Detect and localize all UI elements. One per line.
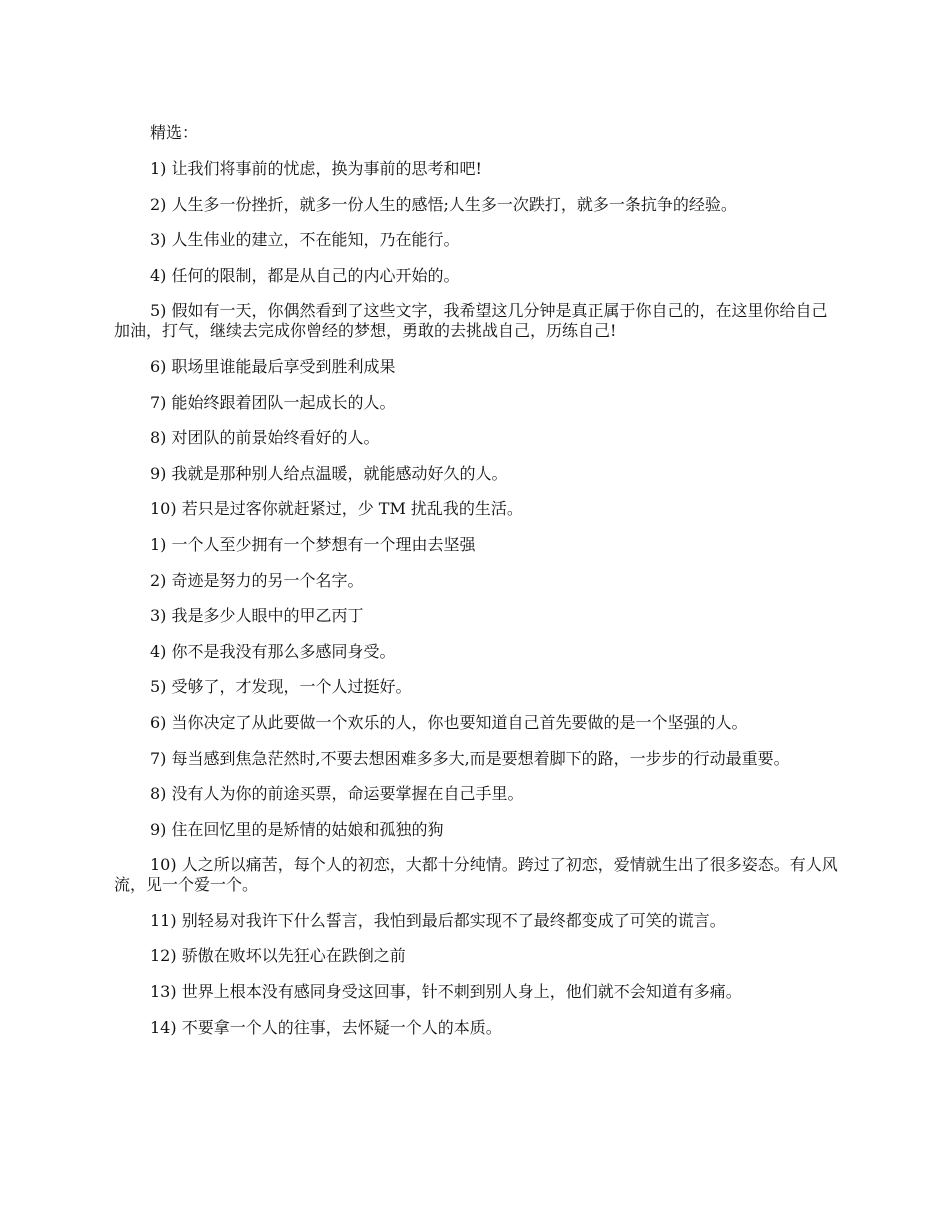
quote-paragraph-13: 3) 我是多少人眼中的甲乙丙丁 — [150, 606, 364, 626]
quote-paragraph-3: 3) 人生伟业的建立，不在能知，乃在能行。 — [150, 230, 460, 250]
quote-paragraph-4: 4) 任何的限制，都是从自己的内心开始的。 — [150, 265, 460, 285]
quote-paragraph-18: 8) 没有人为你的前途买票，命运要掌握在自己手里。 — [150, 784, 524, 804]
quote-paragraph-24: 14) 不要拿一个人的往事，去怀疑一个人的本质。 — [150, 1017, 502, 1037]
quote-paragraph-15: 5) 受够了，才发现，一个人过挺好。 — [150, 677, 412, 697]
quote-paragraph-22: 12) 骄傲在败坏以先狂心在跌倒之前 — [150, 946, 406, 966]
quote-paragraph-5: 5) 假如有一天，你偶然看到了这些文字，我希望这几分钟是真正属于你自己的，在这里你给自己加油，打气，继续去完成你曾经的梦想，勇敢的去挑战自己，历练自己! — [114, 301, 828, 341]
quote-paragraph-2: 2) 人生多一份挫折，就多一份人生的感悟;人生多一次跌打，就多一条抗争的经验。 — [150, 194, 737, 214]
quote-paragraph-8: 8) 对团队的前景始终看好的人。 — [150, 428, 380, 448]
quote-paragraph-21: 11) 别轻易对我许下什么誓言，我怕到最后都实现不了最终都变成了可笑的谎言。 — [150, 910, 726, 930]
quote-paragraph-14: 4) 你不是我没有那么多感同身受。 — [150, 641, 396, 661]
quote-paragraph-17: 7) 每当感到焦急茫然时,不要去想困难多多大,而是要想着脚下的路，一步步的行动最重要。 — [150, 748, 790, 768]
quote-paragraph-7: 7) 能始终跟着团队一起成长的人。 — [150, 392, 396, 412]
quote-paragraph-10: 10) 若只是过客你就赶紧过，少 TM 扰乱我的生活。 — [150, 499, 523, 519]
document-body — [114, 123, 838, 1053]
quote-paragraph-23: 13) 世界上根本没有感同身受这回事，针不刺到别人身上，他们就不会知道有多痛。 — [150, 982, 742, 1002]
section-heading: 精选： — [150, 123, 199, 142]
quote-paragraph-1: 1) 让我们将事前的忧虑，换为事前的思考和吧! — [150, 159, 482, 178]
quote-paragraph-9: 9) 我就是那种别人给点温暖，就能感动好久的人。 — [150, 463, 508, 483]
quote-paragraph-12: 2) 奇迹是努力的另一个名字。 — [150, 570, 364, 590]
quote-paragraph-6: 6) 职场里谁能最后享受到胜利成果 — [150, 356, 396, 376]
quote-paragraph-11: 1) 一个人至少拥有一个梦想有一个理由去坚强 — [150, 534, 476, 554]
quote-paragraph-19: 9) 住在回忆里的是矫情的姑娘和孤独的狗 — [150, 819, 444, 839]
quote-paragraph-16: 6) 当你决定了从此要做一个欢乐的人，你也要知道自己首先要做的是一个坚强的人。 — [150, 712, 748, 732]
quote-paragraph-20: 10) 人之所以痛苦，每个人的初恋，大都十分纯情。跨过了初恋，爱情就生出了很多姿态。有人风流，见一个爱一个。 — [114, 855, 838, 895]
